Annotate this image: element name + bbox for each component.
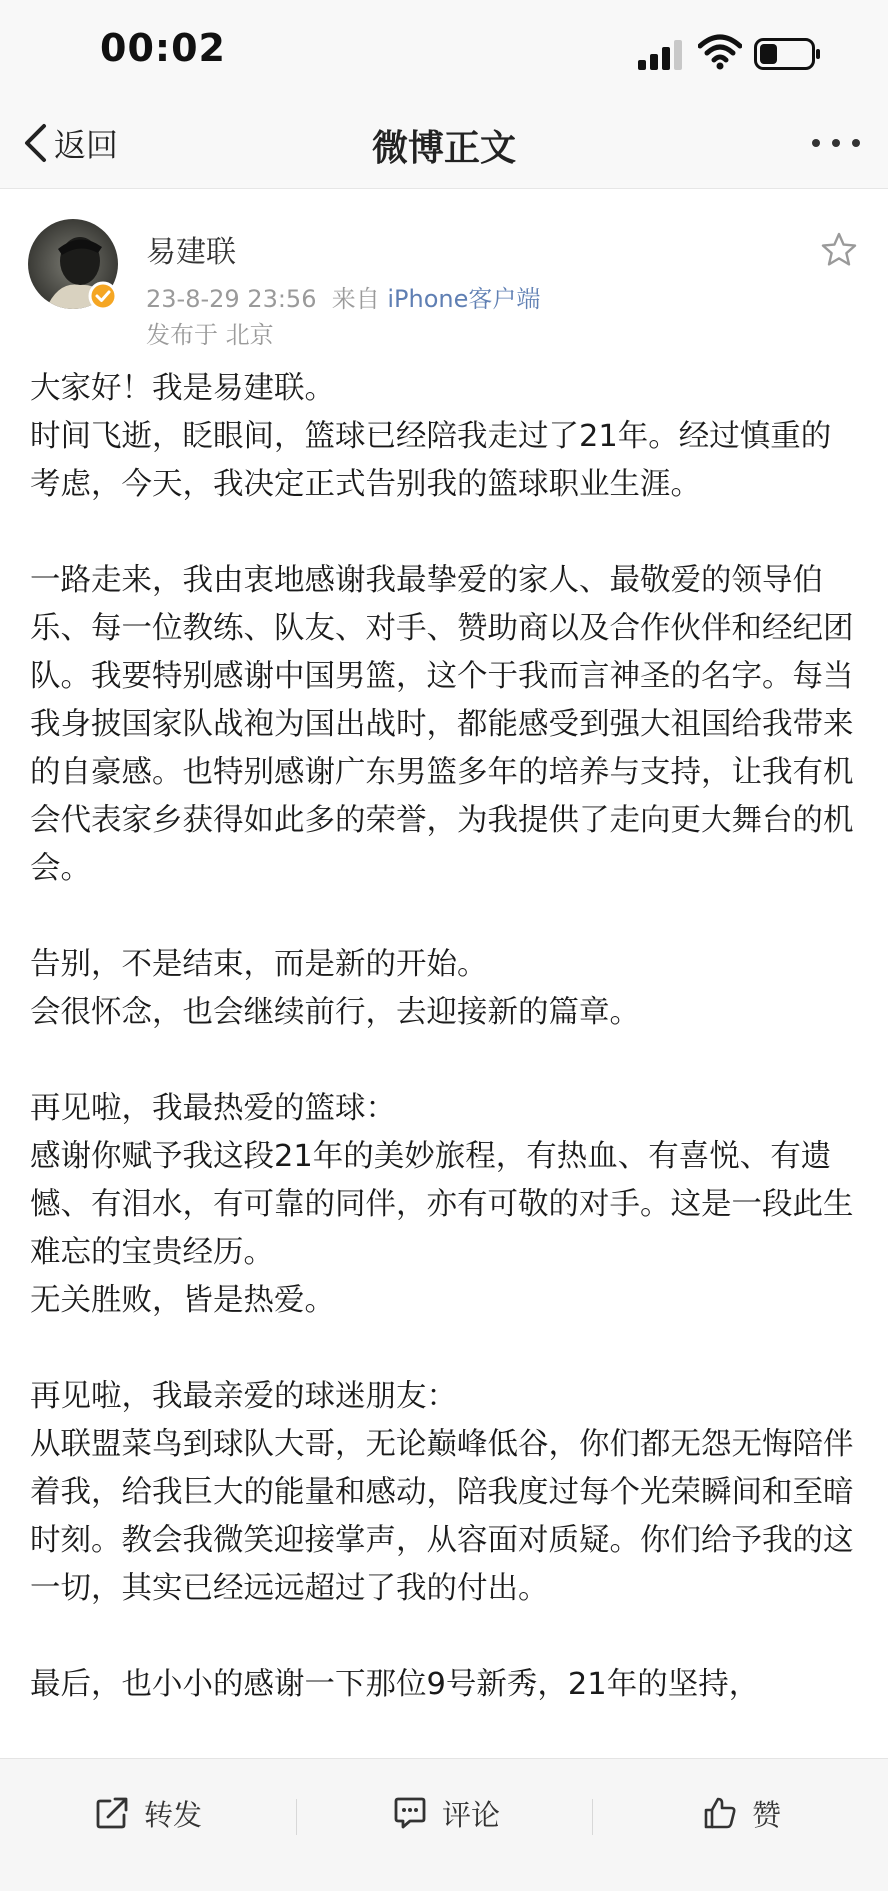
post-paragraph: 时间飞逝，眨眼间，篮球已经陪我走过了21年。经过慎重的考虑，今天，我决定正式告别我的篮球职业生涯。 bbox=[30, 419, 832, 502]
post-body bbox=[30, 365, 860, 1709]
comment-label: 评论 bbox=[442, 1797, 501, 1832]
source-prefix: 来自 bbox=[331, 285, 380, 313]
post-source-link[interactable]: iPhone客户端 bbox=[387, 285, 541, 313]
post-paragraph: 感谢你赋予我这段21年的美妙旅程，有热血、有喜悦、有遗憾、有泪水，有可靠的同伴，亦有可敬的对手。这是一段此生难忘的宝贵经历。 bbox=[30, 1139, 854, 1270]
post-timestamp: 23-8-29 23:56 bbox=[146, 285, 317, 313]
post-paragraph: 告别，不是结束，而是新的开始。 bbox=[30, 947, 488, 982]
verified-badge-icon bbox=[88, 281, 118, 311]
repost-button[interactable] bbox=[94, 1789, 202, 1837]
comment-button[interactable] bbox=[392, 1789, 500, 1837]
post-paragraph: 会很怀念，也会继续前行，去迎接新的篇章。 bbox=[30, 995, 640, 1030]
like-label: 赞 bbox=[752, 1797, 782, 1832]
paragraph-gap bbox=[30, 1613, 860, 1661]
nav-bar bbox=[0, 100, 888, 189]
post-paragraph: 一路走来，我由衷地感谢我最挚爱的家人、最敬爱的领导伯乐、每一位教练、队友、对手、赞助商以及合作伙伴和经纪团队。我要特别感谢中国男篮，这个于我而言神圣的名字。每当我身披国家队战袍为国出战时，都能感受到强大祖国给我带来的自豪感。也特别感谢广东男篮多年的培养与支持，让我有机会代表家乡获得如此多的荣誉，为我提供了走向更大舞台的机会。 bbox=[30, 563, 854, 886]
thumbs-up-icon bbox=[702, 1795, 738, 1831]
repost-icon bbox=[94, 1795, 130, 1831]
author-name[interactable]: 易建联 bbox=[146, 235, 236, 270]
post-paragraph: 再见啦，我最热爱的篮球： bbox=[30, 1091, 396, 1126]
page-title: 微博正文 bbox=[371, 128, 516, 169]
post-paragraph: 从联盟菜鸟到球队大哥，无论巅峰低谷，你们都无怨无悔陪伴着我，给我巨大的能量和感动，陪我度过每个光荣瞬间和至暗时刻。教会我微笑迎接掌声，从容面对质疑。你们给予我的这一切，其实已经远远超过了我的付出。 bbox=[30, 1427, 854, 1606]
paragraph-gap bbox=[30, 1037, 860, 1085]
like-button[interactable] bbox=[702, 1789, 781, 1837]
post-paragraph: 最后，也小小的感谢一下那位9号新秀，21年的坚持， bbox=[30, 1667, 760, 1702]
star-outline-icon[interactable] bbox=[820, 231, 858, 269]
battery-icon bbox=[754, 38, 822, 70]
repost-label: 转发 bbox=[144, 1797, 203, 1832]
status-time: 00:02 bbox=[100, 26, 226, 70]
post-header bbox=[0, 205, 888, 349]
post-location: 发布于 北京 bbox=[146, 321, 274, 349]
paragraph-gap bbox=[30, 893, 860, 941]
divider bbox=[592, 1799, 593, 1835]
wifi-icon bbox=[698, 34, 742, 70]
back-label: 返回 bbox=[54, 126, 119, 164]
post-paragraph: 大家好！我是易建联。 bbox=[30, 371, 335, 406]
post-paragraph: 再见啦，我最亲爱的球迷朋友： bbox=[30, 1379, 457, 1414]
post-paragraph: 无关胜败，皆是热爱。 bbox=[30, 1283, 335, 1318]
divider bbox=[296, 1799, 297, 1835]
status-bar bbox=[0, 0, 888, 100]
cellular-signal-icon bbox=[638, 40, 686, 70]
comment-icon bbox=[392, 1795, 428, 1831]
more-dots-icon[interactable] bbox=[808, 128, 864, 158]
bottom-action-bar bbox=[0, 1758, 888, 1891]
paragraph-gap bbox=[30, 1325, 860, 1373]
paragraph-gap bbox=[30, 509, 860, 557]
post-meta bbox=[146, 279, 540, 314]
